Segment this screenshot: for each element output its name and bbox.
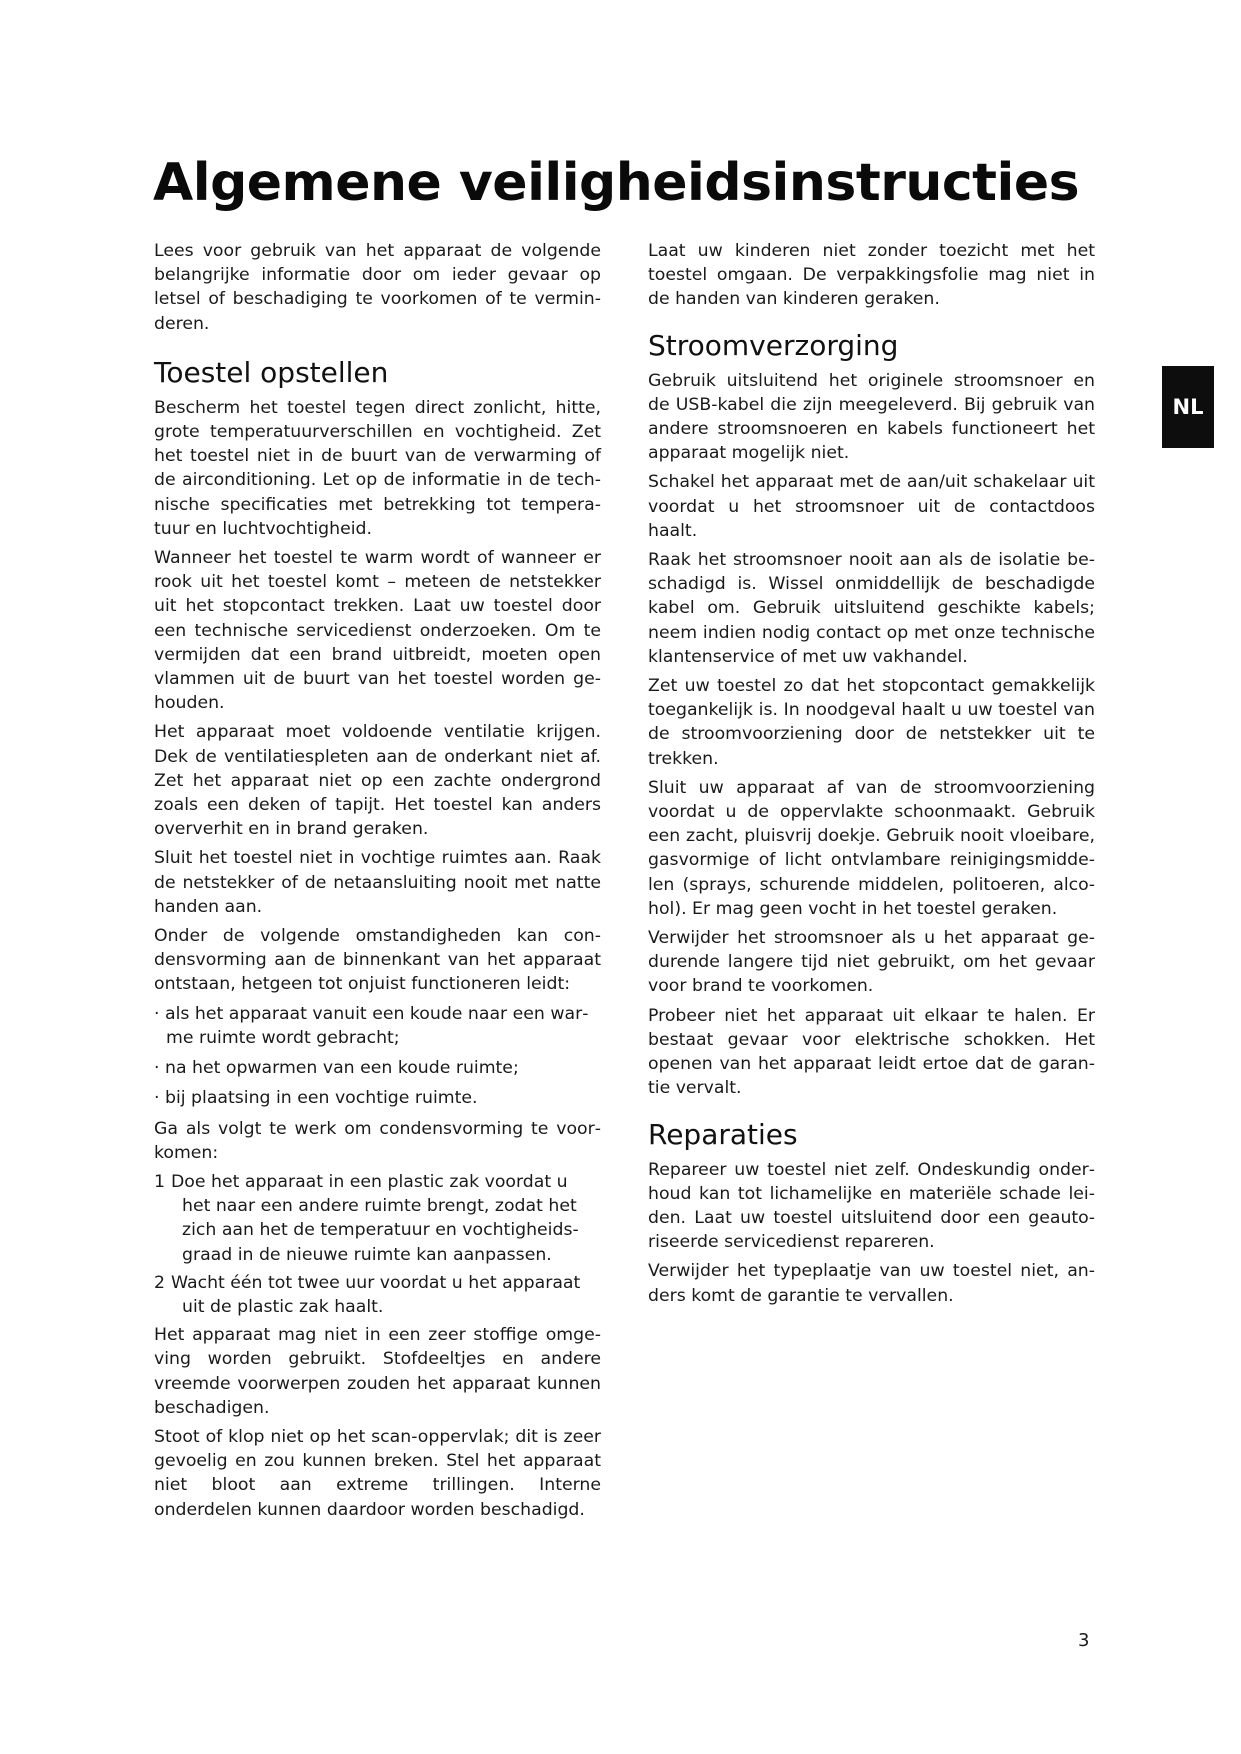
right-column	[648, 239, 1095, 1313]
step-text: Wacht één tot twee uur voordat u het apparaat uit de plastic zak haalt.	[171, 1272, 581, 1317]
page-title: Algemene veiligheidsinstructies	[153, 153, 1080, 213]
paragraph: Bescherm het toestel tegen direct zonlicht, hitte, grote temperatuurverschillen en vochtigheid. Zet het toestel niet in de buurt van de verwarming of de airconditioning. Let op de informatie in de technische specificaties met betrekking tot temperatuur en luchtvochtigheid.	[154, 397, 601, 539]
left-column	[154, 239, 601, 1527]
paragraph: Probeer niet het apparaat uit elkaar te halen. Er bestaat gevaar voor elektrische schokken. Het openen van het apparaat leidt ertoe dat de garantie vervalt.	[648, 1005, 1095, 1099]
paragraph: Raak het stroomsnoer nooit aan als de isolatie beschadigd is. Wissel onmiddellijk de beschadigde kabel om. Gebruik uitsluitend geschikte kabels; neem indien nodig contact op met onze technische klantenservice of met uw vakhandel.	[648, 550, 1095, 667]
list-item: · als het apparaat vanuit een koude naar een warme ruimte wordt gebracht;	[154, 1003, 589, 1048]
list-item: · bij plaatsing in een vochtige ruimte.	[154, 1088, 478, 1109]
paragraph: Het apparaat mag niet in een zeer stoffige omgeving worden gebruikt. Stofdeeltjes en andere vreemde voorwerpen zouden het apparaat kunnen beschadigen.	[154, 1325, 601, 1418]
language-tab: NL	[1162, 366, 1214, 448]
paragraph: Sluit uw apparaat af van de stroomvoorziening voordat u de oppervlakte schoonmaakt. Gebruik een zacht, pluisvrij doekje. Gebruik nooit vloeibare, gasvormige of licht ontvlambare reinigingsmiddelen (sprays, schurende middelen, politoeren, alcohol). Er mag geen vocht in het toestel geraken.	[648, 777, 1095, 919]
step-text: Doe het apparaat in een plastic zak voordat u het naar een andere ruimte brengt, zodat het zich aan het de temperatuur en vochtigheidsgraad in de nieuwe ruimte kan aanpassen.	[171, 1171, 579, 1265]
paragraph: Gebruik uitsluitend het originele stroomsnoer en de USB-kabel die zijn meegeleverd. Bij gebruik van andere stroomsnoeren en kabels functioneert het apparaat mogelijk niet.	[648, 370, 1095, 464]
paragraph: Schakel het apparaat met de aan/uit schakelaar uit voordat u het stroomsnoer uit de contactdoos haalt.	[648, 472, 1095, 541]
step-number: 2	[154, 1272, 165, 1293]
condensation-conditions-list	[154, 1002, 601, 1111]
paragraph: Onder de volgende omstandigheden kan condensvorming aan de binnenkant van het apparaat ontstaan, hetgeen tot onjuist functioneren leidt:	[154, 926, 601, 995]
section-heading-toestel-opstellen: Toestel opstellen	[154, 355, 389, 389]
list-item	[154, 1170, 601, 1267]
intro-paragraph: Laat uw kinderen niet zonder toezicht met het toestel omgaan. De verpakkingsfolie mag niet in de handen van kinderen geraken.	[648, 241, 1095, 310]
paragraph: Wanneer het toestel te warm wordt of wanneer er rook uit het toestel komt – meteen de netstekker uit het stopcontact trekken. Laat uw toestel door een technische servicedienst onderzoeken. Om te vermijden dat een brand uitbreidt, moeten open vlammen uit de buurt van het toestel worden gehouden.	[154, 548, 601, 714]
condensation-steps-list	[154, 1170, 601, 1319]
paragraph: Verwijder het typeplaatje van uw toestel niet, anders komt de garantie te vervallen.	[648, 1261, 1095, 1306]
list-item: · na het opwarmen van een koude ruimte;	[154, 1058, 519, 1079]
paragraph: Repareer uw toestel niet zelf. Ondeskundig onderhoud kan tot lichamelijke en materiële schade leiden. Laat uw toestel uitsluitend door een geautoriseerde servicedienst repareren.	[648, 1159, 1095, 1253]
paragraph: Zet uw toestel zo dat het stopcontact gemakkelijk toegankelijk is. In noodgeval haalt u uw toestel van de stroomvoorziening door de netstekker uit te trekken.	[648, 676, 1095, 769]
step-number: 1	[154, 1171, 165, 1192]
paragraph: Ga als volgt te werk om condensvorming te voorkomen:	[154, 1118, 601, 1163]
paragraph: Sluit het toestel niet in vochtige ruimtes aan. Raak de netstekker of de netaansluiting nooit met natte handen aan.	[154, 848, 601, 917]
section-heading-stroomverzorging: Stroomverzorging	[648, 328, 899, 362]
list-item	[154, 1271, 601, 1319]
paragraph: Verwijder het stroomsnoer als u het apparaat gedurende langere tijd niet gebruikt, om het gevaar voor brand te voorkomen.	[648, 928, 1095, 997]
paragraph: Het apparaat moet voldoende ventilatie krijgen. Dek de ventilatiespleten aan de onderkant niet af. Zet het apparaat niet op een zachte ondergrond zoals een deken of tapijt. Het toestel kan anders oververhit en in brand geraken.	[154, 722, 601, 840]
intro-paragraph: Lees voor gebruik van het apparaat de volgende belangrijke informatie door om ieder gevaar op letsel of beschadiging te voorkomen of te verminderen.	[154, 241, 601, 334]
page-number: 3	[1078, 1630, 1090, 1651]
section-heading-reparaties: Reparaties	[648, 1117, 798, 1151]
paragraph: Stoot of klop niet op het scan-oppervlak; dit is zeer gevoelig en zou kunnen breken. Stel het apparaat niet bloot aan extreme trillingen. Interne onderdelen kunnen daardoor worden beschadigd.	[154, 1426, 601, 1520]
